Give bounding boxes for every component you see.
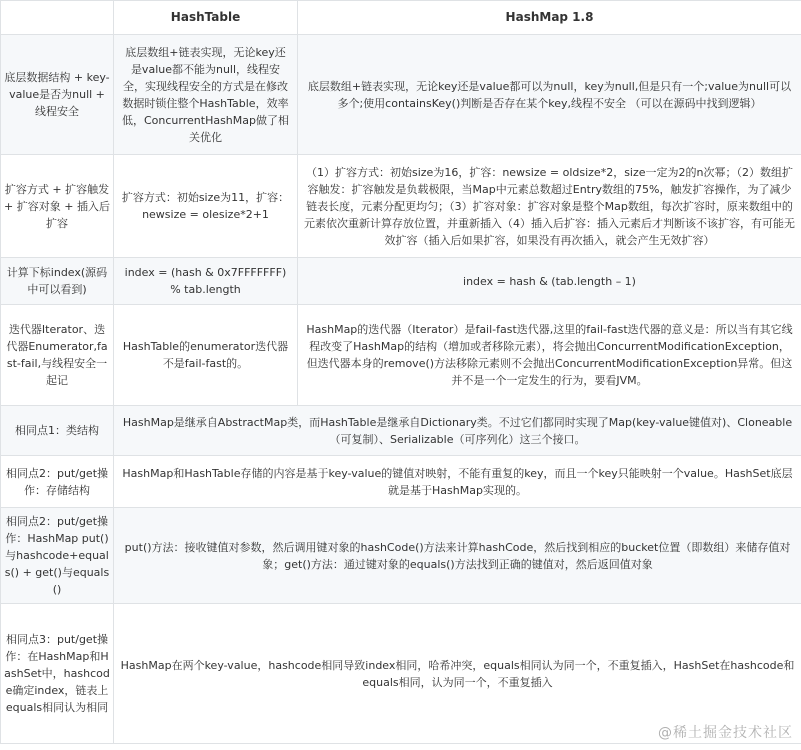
hashmap-cell: 底层数组+链表实现，无论key还是value都可以为null，key为null,但是只有一个;value为null可以多个;使用containsKey()判断是否存在某个key,线程不安全 （可以在源码中找到逻辑） xyxy=(298,35,801,155)
row-label: 扩容方式 + 扩容触发 + 扩容对象 + 插入后扩容 xyxy=(1,155,114,258)
header-empty-cell xyxy=(1,1,114,35)
table-row xyxy=(1,456,801,508)
row-label: 底层数据结构 + key-value是否为null + 线程安全 xyxy=(1,35,114,155)
shared-cell: HashMap是继承自AbstractMap类，而HashTable是继承自Dictionary类。不过它们都同时实现了Map(key-value键值对)、Cloneable（可复制）、Serializable（可序列化）这三个接口。 xyxy=(114,406,801,456)
hashtable-cell: index = (hash & 0x7FFFFFFF) % tab.length xyxy=(114,258,298,305)
hashtable-cell: 扩容方式：初始size为11，扩容：newsize = olesize*2+1 xyxy=(114,155,298,258)
table-row xyxy=(1,155,801,258)
table-row xyxy=(1,35,801,155)
row-label: 相同点2：put/get操作：存储结构 xyxy=(1,456,114,508)
table-row xyxy=(1,305,801,406)
hashmap-cell: HashMap的迭代器（Iterator）是fail-fast迭代器,这里的fail-fast迭代器的意义是：所以当有其它线程改变了HashMap的结构（增加或者移除元素），将会抛出ConcurrentModificationException，但迭代器本身的remove()方法移除元素则不会抛出ConcurrentModificationException异常。但这并不是一个一定发生的行为，要看JVM。 xyxy=(298,305,801,406)
table-row xyxy=(1,508,801,604)
shared-cell: put()方法：接收键值对参数，然后调用键对象的hashCode()方法来计算hashCode，然后找到相应的bucket位置（即数组）来储存值对象；get()方法：通过键对象的equals()方法找到正确的键值对，然后返回值对象 xyxy=(114,508,801,604)
hashtable-cell: 底层数组+链表实现，无论key还是value都不能为null，线程安全，实现线程安全的方式是在修改数据时锁住整个HashTable，效率低，ConcurrentHashMap做了相关优化 xyxy=(114,35,298,155)
table-row xyxy=(1,258,801,305)
hashmap-cell: （1）扩容方式：初始size为16，扩容：newsize = oldsize*2，size一定为2的n次幂；（2）数组扩容触发：扩容触发是负载极限，当Map中元素总数超过Entry数组的75%，触发扩容操作，为了减少链表长度，元素分配更均匀；（3）扩容对象：扩容对象是整个Map数组，每次扩容时，原来数组中的元素依次重新计算存放位置，并重新插入（4）插入后扩容：插入元素后才判断该不该扩容，有可能无效扩容（插入后如果扩容，如果没有再次插入，就会产生无效扩容） xyxy=(298,155,801,258)
header-hashtable: HashTable xyxy=(114,1,298,35)
row-label: 相同点1：类结构 xyxy=(1,406,114,456)
header-hashmap: HashMap 1.8 xyxy=(298,1,801,35)
row-label: 计算下标index(源码中可以看到) xyxy=(1,258,114,305)
watermark: @稀土掘金技术社区 xyxy=(658,725,793,741)
table-row xyxy=(1,406,801,456)
shared-cell: HashMap在两个key-value，hashcode相同导致index相同，哈希冲突，equals相同认为同一个，不重复插入，HashSet在hashcode和equals相同，认为同一个，不重复插入 xyxy=(114,604,801,744)
row-label: 迭代器Iterator、迭代器Enumerator,fast-fail,与线程安全一起记 xyxy=(1,305,114,406)
hashtable-cell: HashTable的enumerator迭代器不是fail-fast的。 xyxy=(114,305,298,406)
row-label: 相同点2：put/get操作：HashMap put()与hashcode+equals() + get()与equals() xyxy=(1,508,114,604)
shared-cell: HashMap和HashTable存储的内容是基于key-value的键值对映射，不能有重复的key，而且一个key只能映射一个value。HashSet底层就是基于HashMap实现的。 xyxy=(114,456,801,508)
row-label: 相同点3：put/get操作：在HashMap和HashSet中，hashcode确定index，链表上equals相同认为相同 xyxy=(1,604,114,744)
header-row xyxy=(1,1,801,35)
hashmap-cell: index = hash & (tab.length – 1) xyxy=(298,258,801,305)
